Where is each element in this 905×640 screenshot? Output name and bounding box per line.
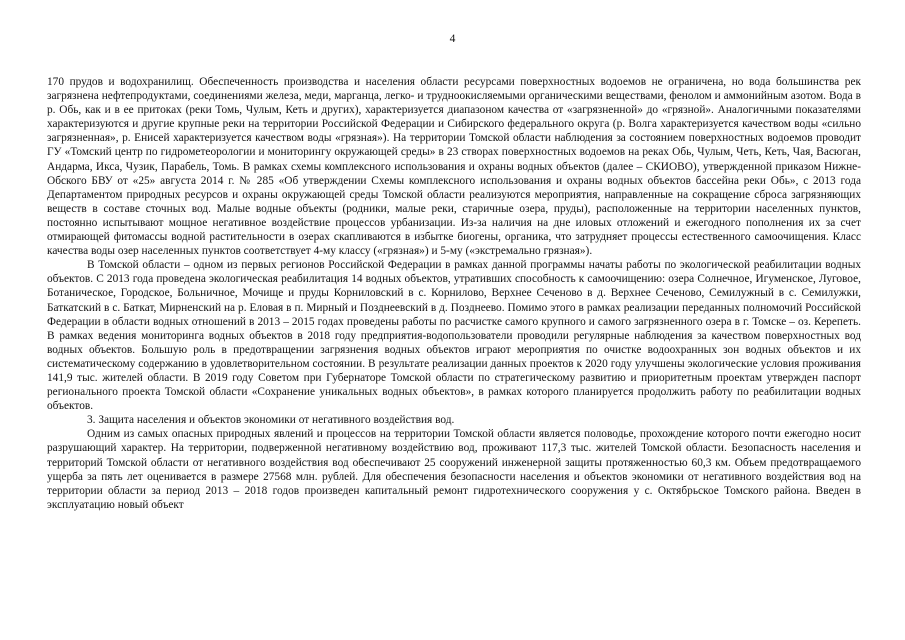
paragraph: Одним из самых опасных природных явлений и процессов на территории Томской области является половодье, прохождение которого почти ежегодно носит разрушающий характер. На территории, подверженной негативному воздействию вод, проживают 117,3 тыс. жителей Томской области. Безопасность населения и территорий Томской области от негативного воздействия вод обеспечивают 25 сооружений инженерной защиты протяженностью 60,3 км. Объем предотвращаемого ущерба за пять лет оценивается в размере 27568 млн. рублей. Для обеспечения безопасности населения и объектов экономики от негативного воздействия вод на территории области за период 2013 – 2018 годов произведен капитальный ремонт гидротехнического сооружения у с. Октябрьское Томского района. Введен в эксплуатацию новый объект <box>47 428 861 511</box>
paragraph: В Томской области – одном из первых регионов Российской Федерации в рамках данной программы начаты работы по экологической реабилитации водных объектов. С 2013 года проведена экологическая реабилитация 14 водных объектов, утративших способность к самоочищению: озера Солнечное, Игуменское, Луговое, Ботаническое, Городское, Больничное, Мочище и пруды Корниловский в с. Корнилово, Верхнее Сеченово в д. Верхнее Сеченово, Семилужный в с. Семилужки, Баткатский в с. Баткат, Мирненский на р. Еловая в п. Мирный и Позднеевский в д. Позднеево. Помимо этого в рамках реализации переданных полномочий Российской Федерации в области водных отношений в 2013 – 2015 годах проведены работы по расчистке самого крупного и самого загрязненного озера в г. Томске – оз. Керепеть. В рамках ведения мониторинга водных объектов в 2018 году предприятия-водопользователи проводили регулярные наблюдения за качеством поверхностных вод водных объектов. Большую роль в предотвращении загрязнения водных объектов играют мероприятия по очистке водоохранных зон водных объектов и их систематическому содержанию в удовлетворительном состоянии. В результате реализации данных проектов к 2020 году улучшены экологические условия проживания 141,9 тыс. жителей области. В 2019 году Советом при Губернаторе Томской области по стратегическому развитию и приоритетным проектам утвержден паспорт регионального проекта Томской области «Сохранение уникальных водных объектов», в рамках которого планируется продолжить работу по реабилитации водных объектов. <box>47 259 861 413</box>
section-heading: 3. Защита населения и объектов экономики от негативного воздействия вод. <box>87 414 455 427</box>
paragraph: 170 прудов и водохранилищ. Обеспеченность производства и населения области ресурсами поверхностных водоемов не ограничена, но вода большинства рек загрязнена нефтепродуктами, соединениями железа, меди, марганца, легко- и трудноокисляемыми органическими веществами, фенолом и аммонийным азотом. Вода в р. Обь, как и в ее притоках (реки Томь, Чулым, Кеть и других), характеризуется диапазоном качества от «загрязненной» до «грязной». Аналогичными показателями характеризуются и другие крупные реки на территории Российской Федерации и Сибирского федерального округа (р. Волга характеризуется качеством воды «сильно загрязненная», р. Енисей характеризуется качеством воды «грязная»). На территории Томской области наблюдения за состоянием поверхностных водоемов проводит ГУ «Томский центр по гидрометеорологии и мониторингу окружающей среды» в 23 створах поверхностных водоемов на реках Обь, Чулым, Четь, Кеть, Чая, Васюган, Андарма, Икса, Чузик, Парабель, Томь. В рамках схемы комплексного использования и охраны водных объектов (далее – СКИОВО), утвержденной приказом Нижне-Обского БВУ от «25» августа 2014 г. № 285 «Об утверждении Схемы комплексного использования и охраны водных объектов бассейна реки Обь», с 2013 года Департаментом природных ресурсов и охраны окружающей среды Томской области реализуются мероприятия, направленные на сокращение сброса загрязняющих веществ в составе сточных вод. Малые водные объекты (родники, малые реки, старичные озера, пруды), расположенные на территории населенных пунктов, постоянно испытывают мощное негативное воздействие процессов урбанизации. Из-за наличия на дне иловых отложений и ежегодного пополнения их за счет отмирающей фитомассы водной растительности в озерах скапливаются в избытке биогены, органика, что затрудняет процессы естественного самоочищения. Класс качества воды озер населенных пунктов соответствует 4-му классу («грязная») и 5-му («экстремально грязная»). <box>47 76 861 258</box>
page-number: 4 <box>449 33 456 45</box>
body-text <box>47 75 861 512</box>
